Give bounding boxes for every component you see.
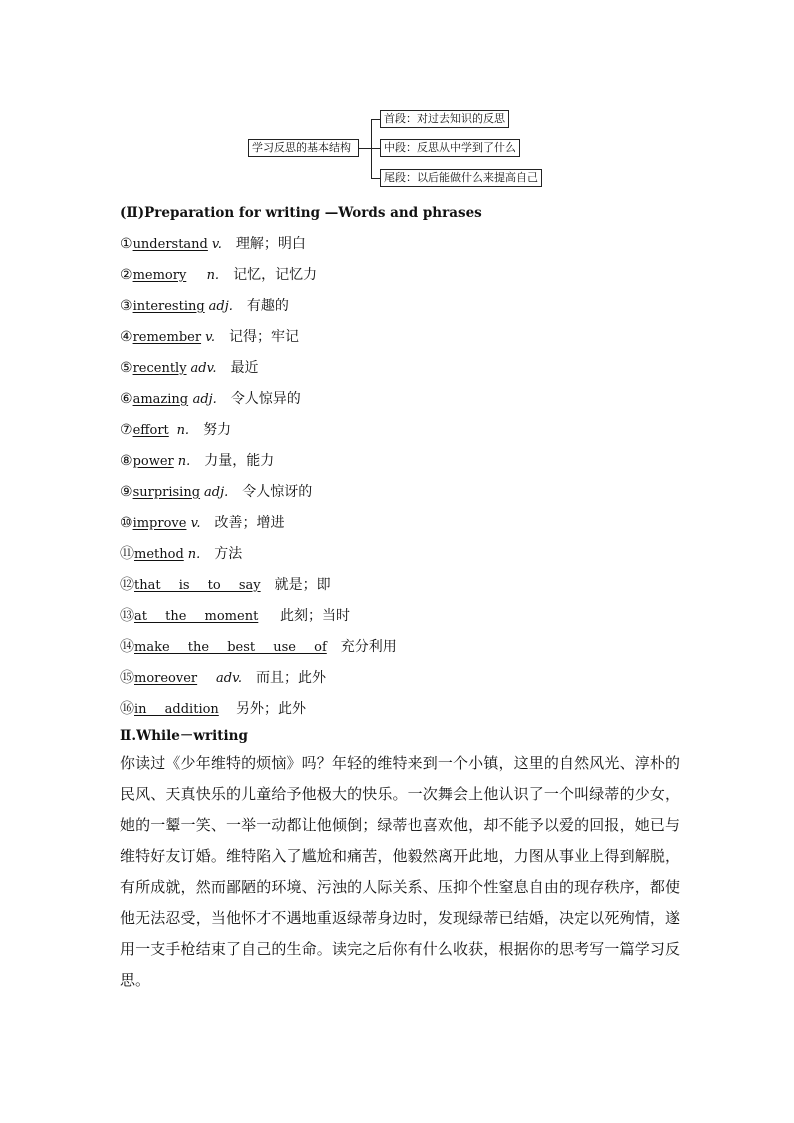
section-title-preparation: (Ⅱ)Preparation for writing —Words and phrases [120, 205, 482, 221]
diagram-branch-middle: 中段：反思从中学到了什么 [380, 139, 520, 157]
vocab-part-of-speech: adv. [190, 361, 217, 376]
vocab-item [120, 482, 680, 502]
vocab-word: method [134, 547, 184, 562]
structure-diagram [0, 0, 794, 200]
vocab-item [120, 389, 680, 409]
vocab-word: understand [132, 237, 208, 252]
vocab-number: ① [120, 236, 133, 252]
vocab-meaning: 努力 [203, 422, 232, 438]
vocab-meaning: 理解；明白 [235, 236, 306, 252]
vocab-list [120, 234, 680, 719]
vocab-item [120, 668, 680, 688]
vocab-meaning: 而且；此外 [256, 670, 327, 686]
vocab-word: amazing [132, 392, 189, 407]
vocab-item [120, 637, 680, 657]
writing-prompt-passage: 你读过《少年维特的烦恼》吗？年轻的维特来到一个小镇，这里的自然风光、淳朴的民风、天真快乐的儿童给予他极大的快乐。一次舞会上他认识了一个叫绿蒂的少女，她的一颦一笑、一举一动都让他倾倒；绿蒂也喜欢他，却不能予以爱的回报，她已与维特好友订婚。维特陷入了尴尬和痛苦，他毅然离开此地，力图从事业上得到解脱，有所成就，然而鄙陋的环境、污浊的人际关系、压抑个性窒息自由的现存秩序，都使他无法忍受，当他怀才不遇地重返绿蒂身边时，发现绿蒂已结婚，决定以死殉情，遂用一支手枪结束了自己的生命。读完之后你有什么收获，根据你的思考写一篇学习反思。 [120, 754, 680, 989]
vocab-meaning: 此刻；当时 [280, 608, 350, 624]
vocab-number: ⑯ [120, 701, 134, 717]
vocab-number: ⑦ [120, 422, 133, 438]
vocab-number: ⑧ [120, 453, 133, 469]
diagram-connector [371, 119, 380, 120]
vocab-word: make the best use of [134, 640, 327, 655]
vocab-item [120, 296, 680, 316]
vocab-number: ⑨ [120, 484, 133, 500]
vocab-part-of-speech: v. [190, 516, 201, 531]
vocab-part-of-speech: n. [177, 454, 191, 469]
diagram-branch-last: 尾段：以后能做什么来提高自己 [380, 169, 542, 187]
vocab-meaning: 方法 [214, 546, 243, 562]
vocab-part-of-speech: n. [176, 423, 190, 438]
vocab-meaning: 就是；即 [274, 577, 331, 593]
vocab-number: ⑮ [120, 670, 134, 686]
vocab-meaning: 另外；此外 [236, 701, 306, 717]
vocab-part-of-speech: v. [205, 330, 215, 345]
vocab-word: effort [132, 423, 169, 438]
vocab-part-of-speech: adj. [192, 392, 217, 407]
vocab-item [120, 451, 680, 471]
vocab-number: ③ [120, 298, 133, 314]
vocab-word: interesting [132, 299, 205, 314]
vocab-meaning: 力量，能力 [204, 453, 275, 469]
vocab-meaning: 改善；增进 [214, 515, 285, 531]
vocab-part-of-speech: n. [187, 547, 201, 562]
vocab-word: that is to say [134, 578, 261, 593]
vocab-item [120, 699, 680, 719]
vocab-word: memory [132, 268, 187, 283]
vocab-item [120, 513, 680, 533]
vocab-number: ⑫ [120, 577, 134, 593]
vocab-word: power [132, 454, 174, 469]
vocab-word: recently [132, 361, 187, 376]
vocab-item [120, 606, 680, 626]
diagram-root-box: 学习反思的基本结构 [248, 139, 359, 157]
vocab-part-of-speech: adj. [204, 485, 229, 500]
vocab-meaning: 记得；牢记 [229, 329, 299, 345]
vocab-word: moreover [134, 671, 198, 686]
vocab-meaning: 充分利用 [340, 639, 397, 655]
vocab-part-of-speech: adv. [216, 671, 243, 686]
vocab-meaning: 最近 [230, 360, 259, 376]
vocab-item [120, 420, 680, 440]
diagram-bracket [371, 119, 372, 179]
diagram-branch-first: 首段：对过去知识的反思 [380, 110, 509, 128]
vocab-number: ⑬ [120, 608, 134, 624]
vocab-item [120, 544, 680, 564]
vocab-number: ② [120, 267, 133, 283]
diagram-connector [371, 148, 380, 149]
vocab-number: ⑤ [120, 360, 133, 376]
vocab-number: ④ [120, 329, 133, 345]
vocab-item [120, 575, 680, 595]
document-body [120, 203, 680, 996]
vocab-word: improve [132, 516, 187, 531]
vocab-item [120, 327, 680, 347]
vocab-part-of-speech: v. [211, 237, 222, 252]
vocab-number: ⑭ [120, 639, 134, 655]
vocab-word: at the moment [134, 609, 259, 624]
vocab-number: ⑩ [120, 515, 133, 531]
section-title-while-writing: Ⅱ.While－writing [120, 728, 248, 744]
vocab-item [120, 265, 680, 285]
diagram-connector [359, 148, 371, 149]
vocab-word: surprising [132, 485, 201, 500]
diagram-connector [371, 178, 380, 179]
vocab-number: ⑪ [120, 546, 134, 562]
vocab-item [120, 358, 680, 378]
vocab-meaning: 令人惊异的 [230, 391, 301, 407]
vocab-word: remember [132, 330, 202, 345]
vocab-part-of-speech: adj. [208, 299, 233, 314]
vocab-meaning: 有趣的 [246, 298, 289, 314]
vocab-word: in addition [134, 702, 219, 717]
vocab-number: ⑥ [120, 391, 133, 407]
vocab-meaning: 记忆，记忆力 [233, 267, 318, 283]
vocab-item [120, 234, 680, 254]
vocab-part-of-speech: n. [206, 268, 220, 283]
vocab-meaning: 令人惊讶的 [242, 484, 313, 500]
